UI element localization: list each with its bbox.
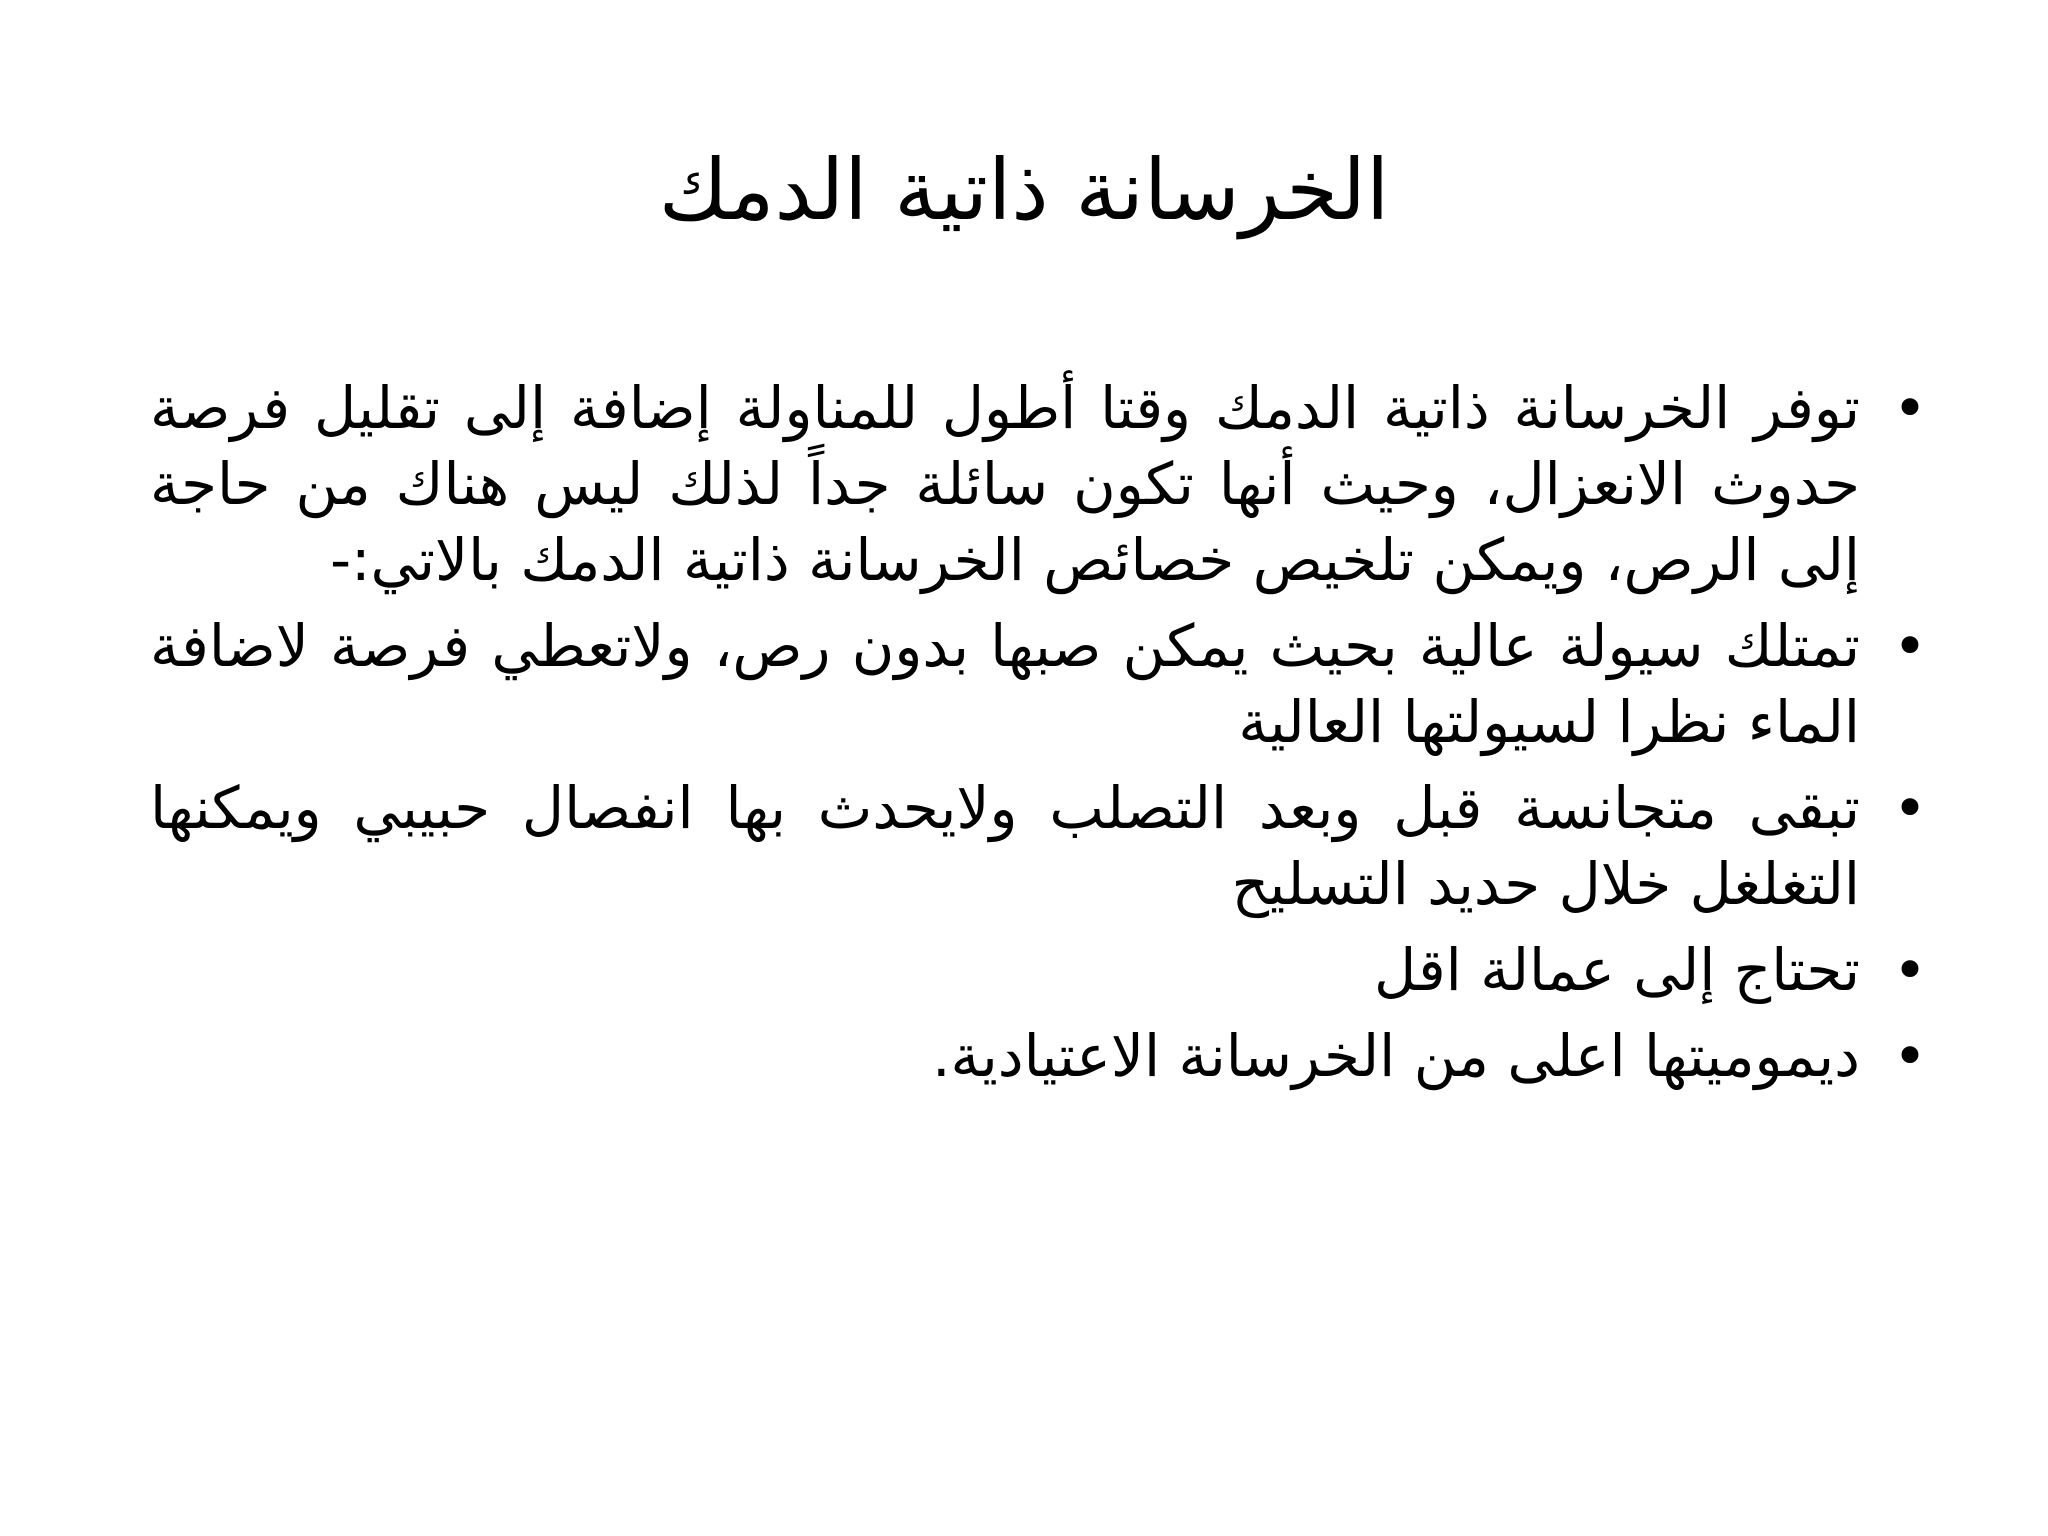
- bullet-dot-icon: •: [1892, 774, 1928, 842]
- bullet-dot-icon: •: [1892, 1022, 1928, 1090]
- bullet-dot-icon: •: [1892, 936, 1928, 1004]
- bullet-dot-icon: •: [1892, 612, 1928, 680]
- bullet-text: ديموميتها اعلى من الخرسانة الاعتيادية.: [932, 1022, 1860, 1090]
- slide-title: الخرسانة ذاتية الدمك: [658, 141, 1390, 239]
- bullet-text: تبقى متجانسة قبل وبعد التصلب ولايحدث بها انفصال حبيبي ويمكنها التغلغل خلال حديد التسليح: [150, 774, 1860, 918]
- bullet-text: تحتاج إلى عمالة اقل: [1374, 936, 1860, 1004]
- bullet-item: [150, 1018, 1930, 1094]
- bullet-dot-icon: •: [1892, 374, 1928, 442]
- bullet-list: [150, 370, 1930, 1104]
- bullet-item: [150, 608, 1930, 760]
- bullet-item: [150, 370, 1930, 598]
- bullet-text: تمتلك سيولة عالية بحيث يمكن صبها بدون رص، ولاتعطي فرصة لاضافة الماء نظرا لسيولتها العالية: [150, 612, 1860, 756]
- bullet-text: توفر الخرسانة ذاتية الدمك وقتا أطول للمناولة إضافة إلى تقليل فرصة حدوث الانعزال، وحيث أنها تكون سائلة جداً لذلك ليس هناك من حاجة إلى الرص، ويمكن تلخيص خصائص الخرسانة ذاتية الدمك بالاتي:-: [150, 374, 1860, 594]
- bullet-item: [150, 932, 1930, 1008]
- bullet-item: [150, 770, 1930, 922]
